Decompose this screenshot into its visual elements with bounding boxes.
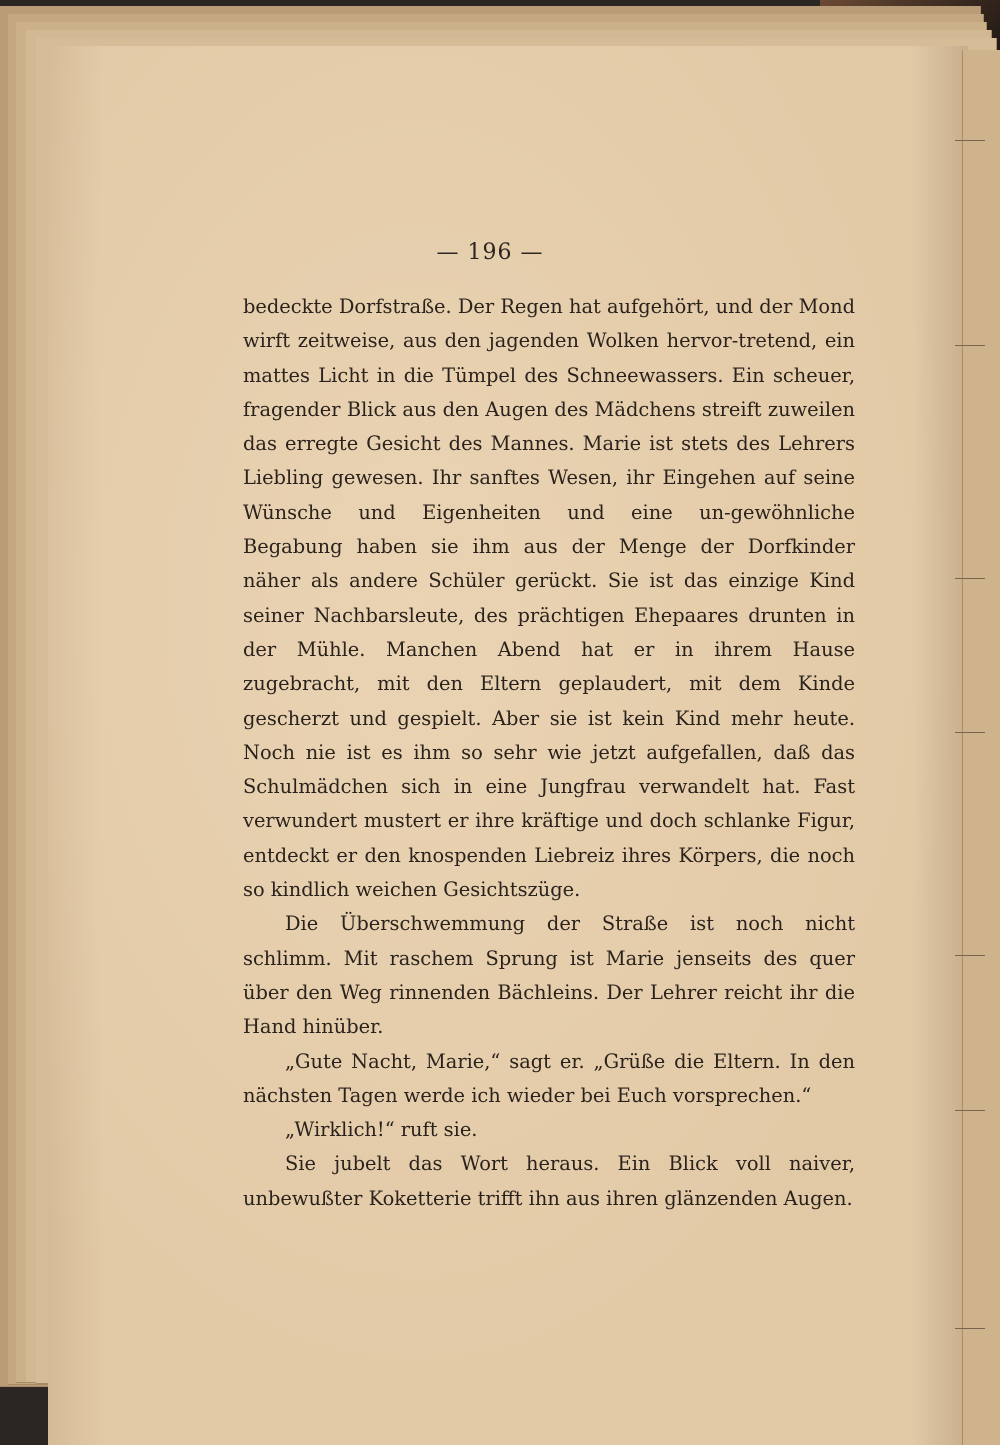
thread-mark	[955, 1110, 985, 1111]
thread-mark	[955, 1328, 985, 1329]
paragraph: Sie jubelt das Wort heraus. Ein Blick voll naiver, unbewußter Koketterie trifft ihn aus ihren glänzenden Augen.	[243, 1152, 855, 1210]
paragraph: „Wirklich!“ ruft sie.	[285, 1118, 478, 1142]
body-text	[243, 290, 855, 1216]
thread-mark	[955, 345, 985, 346]
paragraph: Die Überschwemmung der Straße ist noch nicht schlimm. Mit raschem Sprung ist Marie jenseits des quer über den Weg rinnenden Bächleins. Der Lehrer reicht ihr die Hand hinüber.	[243, 912, 855, 1039]
paragraph: bedeckte Dorfstraße. Der Regen hat aufgehört, und der Mond wirft zeitweise, aus den jagenden Wolken hervor-tretend, ein mattes Licht in die Tümpel des Schneewassers. Ein scheuer, fragender Blick aus den Augen des Mädchens streift zuweilen das erregte Gesicht des Mannes. Marie ist stets des Lehrers Liebling gewesen. Ihr sanftes Wesen, ihr Eingehen auf seine Wünsche und Eigenheiten und eine un-gewöhnliche Begabung haben sie ihm aus der Menge der Dorfkinder näher als andere Schüler gerückt. Sie ist das einzige Kind seiner Nachbarsleute, des prächtigen Ehepaares drunten in der Mühle. Manchen Abend hat er in ihrem Hause zugebracht, mit den Eltern geplaudert, mit dem Kinde gescherzt und gespielt. Aber sie ist kein Kind mehr heute. Noch nie ist es ihm so sehr wie jetzt aufgefallen, daß das Schulmädchen sich in eine Jungfrau verwandelt hat. Fast verwundert mustert er ihre kräftige und doch schlanke Figur, entdeckt er den knospenden Liebreiz ihres Körpers, die noch so kindlich weichen Gesichtszüge.	[243, 295, 855, 902]
thread-mark	[955, 140, 985, 141]
page-number: — 196 —	[436, 240, 544, 265]
paragraph: „Gute Nacht, Marie,“ sagt er. „Grüße die Eltern. In den nächsten Tagen werde ich wieder bei Euch vorsprechen.“	[243, 1049, 855, 1107]
thread-mark	[955, 578, 985, 579]
thread-mark	[955, 955, 985, 956]
thread-mark	[955, 732, 985, 733]
